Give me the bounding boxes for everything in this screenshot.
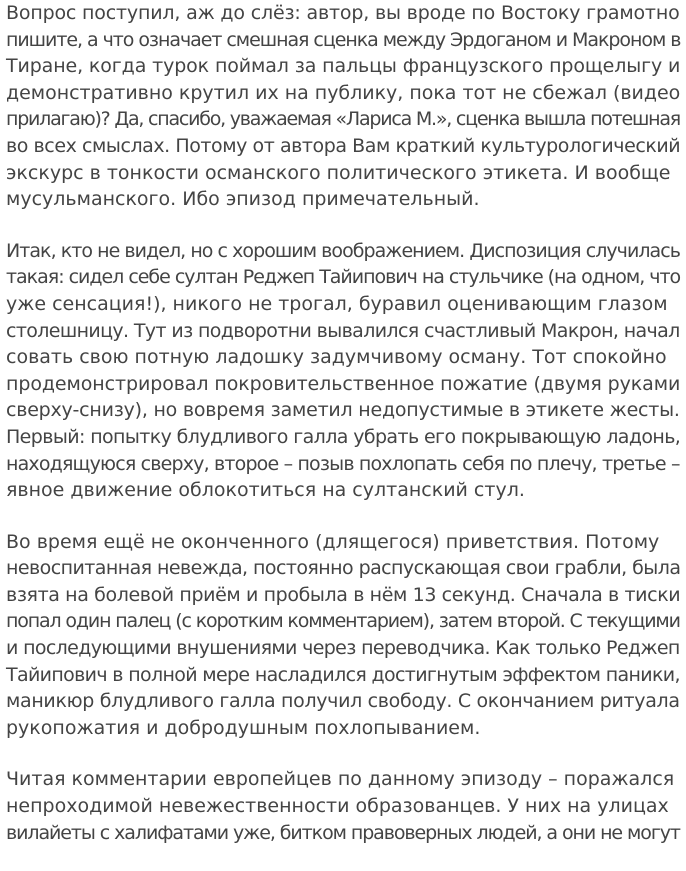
paragraph-1 (6, 0, 680, 213)
article-body (6, 0, 680, 871)
text-line: Тайипович в полной мере насладился достигнутым эффектом паники, (6, 663, 680, 686)
text-line: непроходимой невежественности образованцев. У них на улицах (6, 795, 669, 818)
text-line: Вопрос поступил, аж до слёз: автор, вы вроде по Востоку грамотно (6, 2, 680, 24)
text-line: сверху-снизу), но вовремя заметил недопустимые в этикете жесты. (6, 399, 680, 422)
text-line: продемонстрировал покровительственное пожатие (двумя руками (6, 372, 681, 395)
text-line: Читая комментарии европейцев по данному эпизоду – поражался (6, 768, 675, 791)
paragraph-3 (6, 529, 680, 742)
text-line: совать свою потную ладошку задумчивому осману. Тот спокойно (6, 346, 667, 369)
text-line: явное движение облокотиться на султанский стул. (6, 479, 525, 502)
text-line: во всех смыслах. Потому от автора Вам краткий культурологический (6, 134, 681, 157)
text-line: невоспитанная невежда, постоянно распускающая свои грабли, была (6, 557, 681, 580)
text-line: попал один палец (с коротким комментарием), затем второй. С текущими (6, 610, 680, 633)
text-line: экскурс в тонкости османского политического этикета. И вообще (6, 161, 671, 184)
text-line: взята на болевой приём и пробыла в нём 13 секунд. Сначала в тиски (6, 583, 681, 606)
text-line: и последующими внушениями через переводчика. Как только Реджеп (6, 637, 680, 660)
text-line: Во время ещё не оконченного (длящегося) приветствия. Потому (6, 530, 660, 553)
text-line: пишите, а что означает смешная сценка между Эрдоганом и Макроном в (6, 28, 681, 51)
paragraph-2 (6, 238, 680, 504)
text-line: мусульманского. Ибо эпизод примечательный. (6, 188, 480, 211)
text-line: Итак, кто не видел, но с хорошим воображением. Диспозиция случилась (6, 239, 680, 262)
text-line: демонстративно крутил их на публику, пока тот не сбежал (видео (6, 81, 681, 104)
text-line: Первый: попытку блудливого галла убрать его покрывающую ладонь, (6, 425, 681, 448)
text-line: находящуюся сверху, второе – позыв похлопать себя по плечу, третье – (6, 452, 680, 475)
text-line: столешницу. Тут из подворотни вывалился счастливый Макрон, начал (6, 319, 680, 342)
text-line: вилайеты с халифатами уже, битком правоверных людей, а они не могут (6, 821, 680, 844)
text-line: прилагаю)? Да, спасибо, уважаемая «Лариса М.», сценка вышла потешная (6, 108, 680, 131)
text-line: такая: сидел себе султан Реджеп Тайипович на стульчике (на одном, что (6, 266, 681, 289)
text-line: Тиране, когда турок поймал за пальцы французского прощелыгу и (6, 55, 681, 78)
text-line: маникюр блудливого галла получил свободу. С окончанием ритуала (6, 690, 680, 713)
paragraph-4 (6, 766, 680, 846)
text-line: рукопожатия и добродушным похлопыванием. (6, 716, 481, 739)
text-line: уже сенсация!), никого не трогал, буравил оценивающим глазом (6, 292, 668, 315)
